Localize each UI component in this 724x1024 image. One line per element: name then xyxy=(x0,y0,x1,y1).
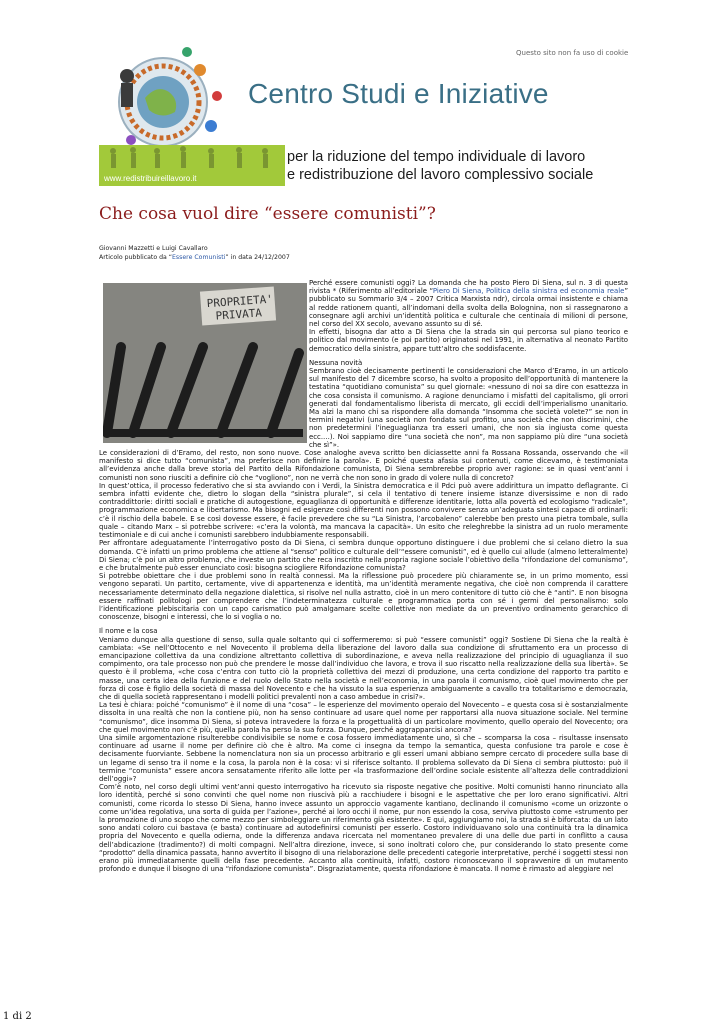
tagline-line-1: per la riduzione del tempo individuale di lavoro xyxy=(287,149,586,165)
paragraph-5: In quest’ottica, il processo federativo che si sta avviando con i Verdi, la Sinistra democratica e il Pdci può avere addirittura un impatto deflagrante. Ci sembra infatti evidente che, dietro lo slogan della “sinistra plurale”, si cela il tentativo di tenere insieme istanze diversissime e non di rado contraddittorie: diritti sociali e pratiche di autogestione, eguaglianza di opportunità e differenze identitarie, lotta alla povertà ed ecologismo “radicale”, programmazione economica e libertarismo. Ma bisogni ed esigenze così differenti non possono convivere senza un’adeguata sintesi capace di ordinarli: c’è il rischio della babele. E se così dovesse essere, è facile prevedere che su “La Sinistra, l’arcobaleno” calerebbe ben presto una pietra tombale, sulla quale – citando Marx – si potrebbe scrivere: «c’era la volontà, ma mancava la capacità». Un esito che releghrebbe la sinistra ad un ruolo meramente testimoniale e di cui anche i comunisti sarebbero indubbiamente responsabili. xyxy=(99,481,628,540)
section-heading-2: Il nome e la cosa xyxy=(99,627,158,636)
paragraph-8: Veniamo dunque alla questione di senso, sulla quale soltanto qui ci soffermeremo: si può “essere comunisti” oggi? Sostiene Di Siena che la realtà è cambiata: «Se nell’Ottocento e nel Novecento il problema della liberazione del lavoro dalla sua condizione di sfruttamento era un processo di emancipazione collettiva da una condizione altrettanto collettiva di subordinazione, e aveva nella realizzazione del principio di uguaglianza il suo compimento, ora tale processo non può che prendere le mosse dall’individuo che lavora, e trova il suo riscatto nella realizzazione della sua libertà». Se questo è il problema, «che cosa c’entra con tutto ciò la proprietà collettiva dei mezzi di produzione, una certa condizione del rapporto tra partito e masse, una certa idea della funzione e del ruolo dello Stato nella società e nell’economia, in una parola il comunismo, cioè quel movimento che per forza di cose è figlio della società di massa del Novecento e che ha vissuto la sua esperienza ambiguamente a cavallo tra totalitarismo e democrazia, che di quella società rappresentano i modelli politici prevalenti non a caso ambedue in crisi?». xyxy=(99,635,628,701)
photo-spacer xyxy=(99,279,309,441)
editorial-link[interactable]: Piero Di Siena, Politica della sinistra ed economia reale xyxy=(432,287,625,296)
cookie-notice: Questo sito non fa uso di cookie xyxy=(516,49,629,57)
tagline-line-2: e redistribuzione del lavoro complessivo sociale xyxy=(287,167,594,183)
paragraph-9: La tesi è chiara: poiché “comunismo” è il nome di una “cosa” – le esperienze del movimento operaio del Novecento – e questa cosa si è sostanzialmente dissolta in una realtà che non la contiene più, non ha senso continuare ad usare quel nome per rapportarsi alla nuova situazione sociale. Nel termine “comunismo”, dice insomma Di Siena, si poteva intravedere la forza e la progettualità di un particolare movimento, quello operaio del Novecento; ora che quel movimento non c’è più, quella parola ha perso la sua forza. Dunque, perché aggrapparcisi ancora? xyxy=(99,701,628,734)
source-link[interactable]: Essere Comunisti xyxy=(172,254,226,261)
sign-text-line1: PROPRIETA' xyxy=(206,292,274,311)
paragraph-11: Com’è noto, nel corso degli ultimi vent’anni questo interrogativo ha ricevuto sia risposte negative che positive. Molti comunisti hanno rinunciato alla loro identità, perché si sono convinti che quel nome non riuscivà più a racchiudere i bisogni e le aspettative che per loro erano significativi. Altri comunisti, come ricorda lo stesso Di Siena, hanno invece assunto un approccio vagamente kantiano, declinando il comunismo «come un orizzonte o come un’idea regolativa, una sorta di guida per l’azione», perché ai loro occhi il nome, pur non essendo la cosa, serviva piuttosto come «strumento per la promozione di uno scopo che come mezzo per simboleggiare un riferimento già esistente». E qui, aggiungiamo noi, la strada si è biforcata: da un lato sono andati coloro cui bastava (e basta) continuare ad autodefinirsi comunisti per esserlo. Costoro individuavano solo una continuità tra la dinamica propria del Novecento e quella odierna, onde la differenza andava ricercata nel momentaneo prevalere di una delle due parti in conflitto a causa dell’abdicazione (tradimento?) di molti compagni. Nell’altra direzione, invece, si sono inoltrati coloro che, pur considerando lo stato presente come “prodotto” della dinamica passata, hanno avvertito il bisogno di una rielaborazione delle precedenti categorie interpretative, perché i soggetti stessi non erano più immediatamente quelli della fase precedente. Accanto alla continuità, infatti, costoro riconoscevano il sopravvenire di un mutamento profondo e dunque il bisogno di una “rifondazione comunista”. Disgraziatamente, questa rifondazione è mancata. Il nome è rimasto ad aleggiare nel xyxy=(99,783,628,874)
article-authors: Giovanni Mazzetti e Luigi Cavallaro xyxy=(99,245,208,252)
paragraph-2: In effetti, bisogna dar atto a Di Siena che la strada sin qui percorsa sul piano teorico e politico dal movimento (e poi partito) originatosi nel 1991, in alternativa al neonato Partito democratico della sinistra, appare tutt’altro che soddisfacente. xyxy=(309,328,628,353)
brand-title: Centro Studi e Iniziative xyxy=(248,78,549,109)
sign-text-line2: PRIVATA xyxy=(215,306,263,323)
paragraph-6: Per affrontare adeguatamente l’interrogativo posto da Di Siena, ci sembra dunque opportuno distinguere i due problemi che si celano dietro la sua domanda. C’è infatti un primo problema che attiene al “senso” politico e culturale dell’“essere comunisti”, ed è quello cui allude (almeno letteralmente) Di Siena; c’è poi un altro problema, che investe un partito che reca inscritto nella propria ragione sociale l’obiettivo della “rifondazione del comunismo”, e che brutalmente può esser enunciato così: bisogna sciogliere Rifondazione comunista? xyxy=(99,539,628,572)
article-title: Che cosa vuol dire “essere comunisti”? xyxy=(99,204,436,224)
article-published: Articolo pubblicato da “Essere Comunisti” in data 24/12/2007 xyxy=(99,254,290,261)
paragraph-4: Le considerazioni di d’Eramo, del resto, non sono nuove. Cose analoghe aveva scritto ben diciassette anni fa Rossana Rossanda, osservando che «il manifesto si dice tutto “comunista”, ma preferisce non definire la parola». E poiché questa afasia sui contenuti, come dicevamo, è testimoniata all’evidenza anche dalla breve storia del Partito della Rifondazione comunista, Di Siena sembrerebbe proprio aver ragione: se in quasi vent’anni i comunisti non sono riusciti a definire ciò che “vogliono”, non ne verrà che non sono in grado di volere nulla di concreto? xyxy=(99,449,628,482)
paragraph-3: Sembrano cioè decisamente pertinenti le considerazioni che Marco d’Eramo, in un articolo sul manifesto del 7 dicembre scorso, ha svolto a proposito dell’opportunità di mantenere la testatina “quotidiano comunista” su quel giornale: «nessuno di noi sa dire con esattezza in che cosa consista il comunismo. A ragione denunciamo i misfatti del capitalismo, gli orrori generati dal fondamentalismo liberista di mercato, gli eccidi dell’imperialismo unanitario. Ma alzi la mano chi sa rispondere alla domanda “Insomma che società volete?” se non in termini negativi (una società non fondata sul profitto, una società che non discrimini, che non predetermini l’ineguaglianza tra esseri umani, che non sia ingiusta come questa ecc.…). Noi sappiamo dire “una società che non”, ma non sappiamo più dire “una società che sì”». xyxy=(309,367,628,449)
section-heading-1: Nessuna novità xyxy=(309,358,363,367)
page-number: 1 di 2 xyxy=(3,1011,32,1022)
article-meta xyxy=(99,244,290,262)
paragraph-7: Si potrebbe obiettare che i due problemi sono in realtà connessi. Ma la riflessione può procedere più chiaramente se, in un primo momento, essi vengono separati. Un partito, certamente, vive di appartenenza e identità, ma un’identità meramente negativa, che cioè non comprenda il carattere necessariamente determinato della negazione dialettica, si risolve nel nulla astratto, cioè in un mero contenitore di tutto ciò che è “anti”. E non bisogna essere raffinati politologi per comprendere che l’indeterminatezza culturale e programmatica porta con sé i germi del personalismo: solo l’identificazione plebiscitaria con un capo carismatico può amalgamare scelte collettive non mediate da un preventivo ordinamento gerarchico di conoscenze, bisogni e interessi, che lo si voglia o no. xyxy=(99,572,628,622)
paragraph-10: Una simile argomentazione risulterebbe condivisibile se nome e cosa fossero immediatamente uno, sì che – scomparsa la cosa – risultasse insensato continuare ad usarne il nome per definire ciò che è altro. Ma come ci insegna da tempo la semantica, questa confusione tra parole e cose è decisamente fuorviante. Sebbene la nomenclatura non sia un processo arbitrario e gli esseri umani abbiano sempre cercato di procedere sulla base di un legame di senso tra il nome e la cosa, la parola non è la cosa: vi si riferisce soltanto. Il problema sollevato da Di Siena ci sembra piuttosto: può il termine “comunista” essere ancora sensatamente riferito alle lotte per «la trasformazione dell’ordine sociale esistente all’altezza delle contraddizioni dell’oggi»? xyxy=(99,733,628,783)
paragraph-1: Perché essere comunisti oggi? La domanda che ha posto Piero Di Siena, sul n. 3 di questa rivista * (Riferimento all’editoriale “Piero Di Siena, Politica della sinistra ed economia reale” pubblicato su Sommario 3/4 – 2007 Critica Marxista ndr), circola ormai insistente e chiama al redde rationem quanti, all’indomani della svolta della Bolognina, non si rassegnarono a consegnare agli archivi un’identità politica e culturale che centinaia di milioni di persone, nel corso del XX secolo, avevano assunto su di sé. xyxy=(309,279,629,329)
tagline xyxy=(287,148,593,184)
article-body xyxy=(99,279,628,873)
site-url: www.redistribuireillavoro.it xyxy=(104,174,197,183)
